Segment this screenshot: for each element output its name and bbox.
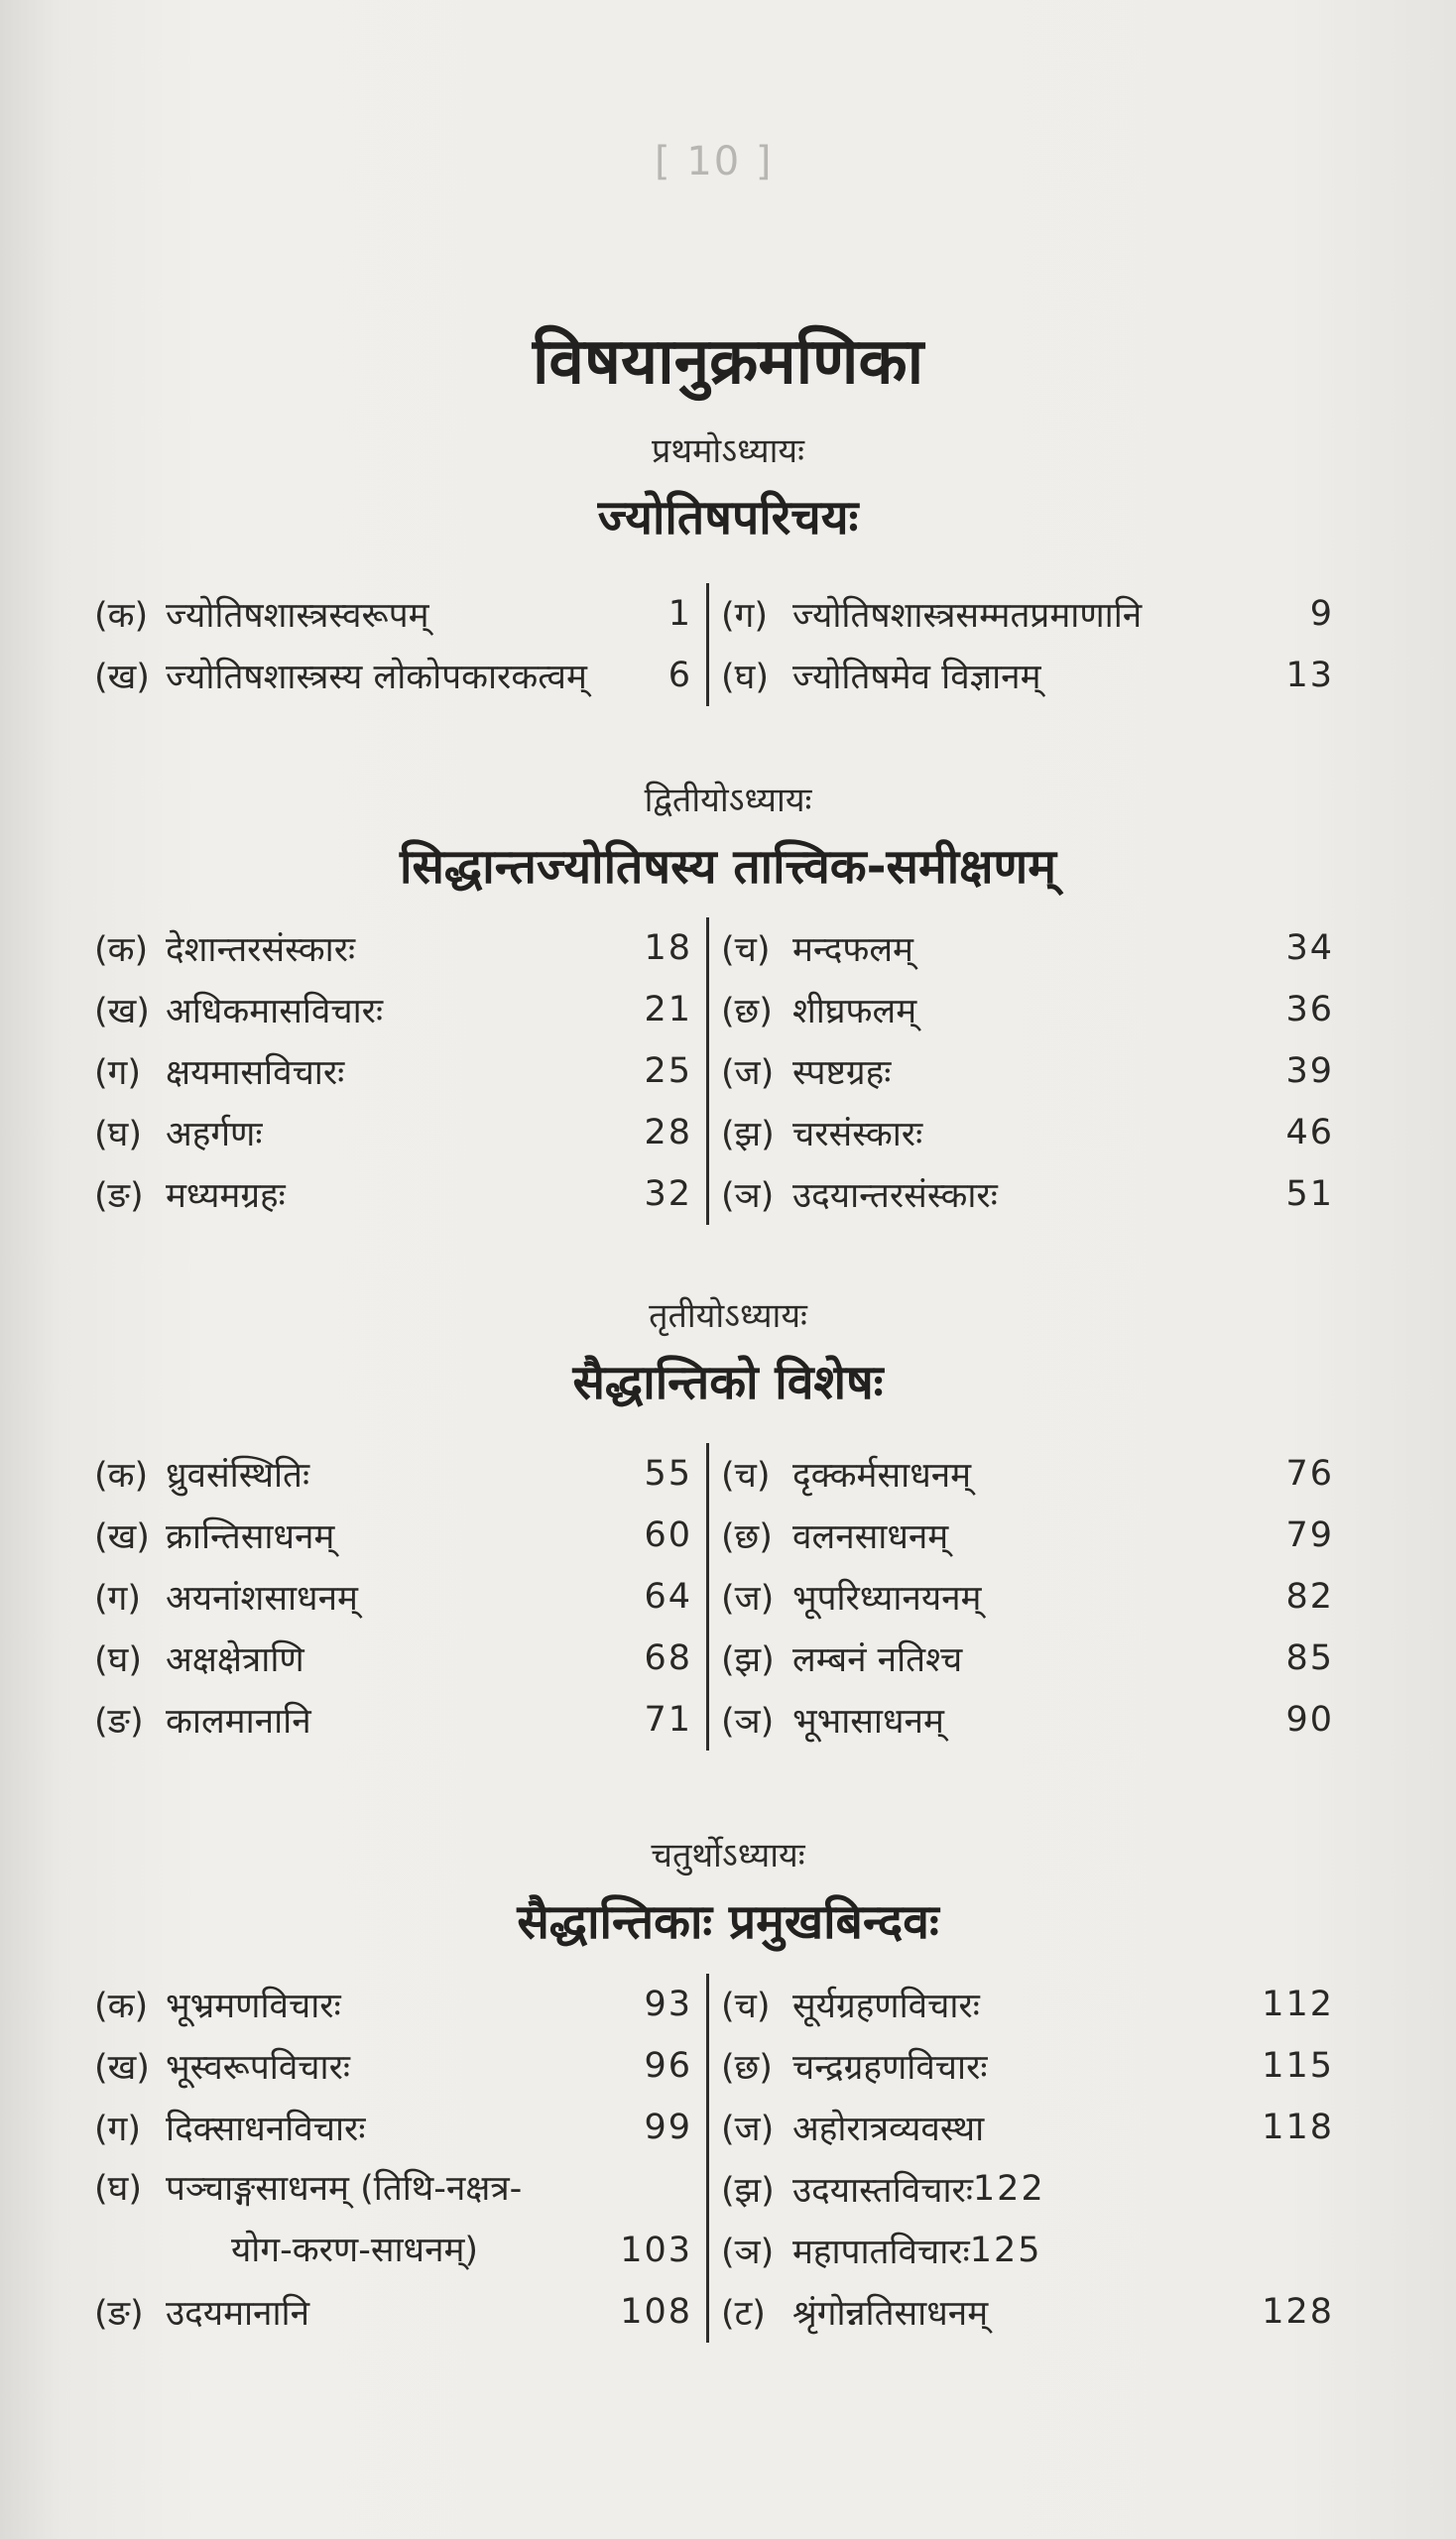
toc-row — [94, 1689, 1334, 1751]
toc-page: 55 — [644, 1454, 692, 1494]
toc-index: (च) — [721, 929, 771, 970]
toc-entry: अहोरात्रव्यवस्था — [792, 2109, 985, 2149]
toc-page: 68 — [644, 1638, 692, 1678]
toc-entry: उदयमानानि — [166, 2293, 310, 2334]
toc-index: (ञ) — [721, 2232, 775, 2272]
toc-entry: चन्द्रग्रहणविचारः — [792, 2047, 988, 2088]
toc-row — [94, 979, 1334, 1040]
toc-row — [94, 917, 1334, 979]
toc-page: 71 — [644, 1700, 692, 1740]
toc-entry: सूर्यग्रहणविचारः — [792, 1986, 980, 2026]
toc-index: (घ) — [721, 657, 769, 697]
toc-index: (क) — [94, 1455, 149, 1496]
toc-index: (छ) — [721, 991, 773, 1031]
toc-page: 125 — [969, 2231, 1042, 2270]
toc-index: (छ) — [721, 2047, 773, 2088]
toc-index: (ङ) — [94, 1701, 144, 1742]
toc-entry: चरसंस्कारः — [792, 1114, 923, 1154]
toc-row — [94, 2158, 1334, 2281]
page-title: विषयानुक्रमणिका — [532, 325, 924, 399]
toc-index: (च) — [721, 1986, 771, 2026]
toc-page: 51 — [1285, 1174, 1334, 1214]
toc-index: (झ) — [721, 2170, 775, 2211]
toc-entry: ध्रुवसंस्थितिः — [166, 1455, 310, 1496]
toc-entry: क्षयमासविचारः — [166, 1052, 345, 1093]
toc-index: (ग) — [94, 1052, 142, 1093]
toc-page: 13 — [1285, 656, 1334, 695]
chapter-label: द्वितीयोऽध्यायः — [644, 781, 812, 820]
toc-page: 46 — [1285, 1113, 1334, 1152]
toc-index: (ञ) — [721, 1175, 775, 1216]
chapter-title: ज्योतिषपरिचयः — [597, 490, 859, 545]
toc-entry: मन्दफलम् — [792, 929, 913, 970]
toc-entry: श्रृंगोन्नतिसाधनम् — [792, 2293, 989, 2334]
toc-page: 99 — [644, 2108, 692, 2147]
toc-page: 21 — [644, 990, 692, 1029]
toc-entry: ज्योतिषशास्त्रस्वरूपम् — [166, 595, 429, 636]
toc-page: 108 — [620, 2292, 692, 2332]
toc-entry: ज्योतिषमेव विज्ञानम् — [792, 657, 1041, 697]
toc-index: (झ) — [721, 1639, 775, 1680]
chapter-2-toc — [94, 917, 1334, 1225]
toc-index: (ग) — [94, 1578, 142, 1619]
toc-row — [94, 1974, 1334, 2035]
toc-entry: दृक्कर्मसाधनम् — [792, 1455, 972, 1496]
chapter-4-toc — [94, 1974, 1334, 2343]
toc-entry: देशान्तरसंस्कारः — [166, 929, 356, 970]
toc-index: (ग) — [94, 2109, 142, 2149]
toc-index: (ज) — [721, 1052, 775, 1093]
toc-row — [94, 1040, 1334, 1102]
toc-entry: वलनसाधनम् — [792, 1516, 949, 1557]
toc-row — [94, 2035, 1334, 2097]
toc-row — [94, 1163, 1334, 1225]
toc-page: 82 — [1285, 1577, 1334, 1617]
toc-entry: भूभ्रमणविचारः — [166, 1986, 341, 2026]
toc-entry: ज्योतिषशास्त्रसम्मतप्रमाणानि — [792, 595, 1143, 636]
toc-index: (क) — [94, 929, 149, 970]
toc-index: (ङ) — [94, 1175, 144, 1216]
toc-entry: शीघ्रफलम् — [792, 991, 917, 1031]
toc-entry: अक्षक्षेत्राणि — [166, 1639, 304, 1680]
toc-entry: अधिकमासविचारः — [166, 991, 384, 1031]
toc-page: 1 — [667, 594, 692, 634]
toc-index: (ज) — [721, 1578, 775, 1619]
toc-index: (क) — [94, 595, 149, 636]
toc-entry: अयनांशसाधनम् — [166, 1578, 358, 1619]
toc-page: 25 — [644, 1051, 692, 1091]
toc-page: 85 — [1285, 1638, 1334, 1678]
toc-row — [94, 2097, 1334, 2158]
toc-entry: मध्यमग्रहः — [166, 1175, 286, 1216]
toc-row — [94, 1102, 1334, 1163]
toc-page: 28 — [644, 1113, 692, 1152]
chapter-title: सैद्धान्तिकाः प्रमुखबिन्दवः — [517, 1894, 939, 1950]
toc-page: 34 — [1285, 928, 1334, 968]
toc-page: 36 — [1285, 990, 1334, 1029]
toc-entry: कालमानानि — [166, 1701, 311, 1742]
chapter-1-toc — [94, 583, 1334, 706]
toc-entry: दिक्साधनविचारः — [166, 2109, 366, 2149]
chapter-3-heading — [0, 1291, 1456, 1413]
toc-page: 115 — [1262, 2046, 1334, 2086]
toc-index: (ङ) — [94, 2293, 144, 2334]
toc-page: 60 — [644, 1515, 692, 1555]
toc-page: 76 — [1285, 1454, 1334, 1494]
toc-entry: भूभासाधनम् — [792, 1701, 944, 1742]
toc-row — [94, 1505, 1334, 1566]
toc-index: (छ) — [721, 1516, 773, 1557]
toc-entry — [166, 2158, 620, 2281]
toc-page: 32 — [644, 1174, 692, 1214]
toc-row — [94, 2281, 1334, 2343]
chapter-1-heading — [0, 426, 1456, 548]
toc-page: 96 — [644, 2046, 692, 2086]
toc-entry: भूपरिध्यानयनम् — [792, 1578, 982, 1619]
toc-page: 118 — [1262, 2108, 1334, 2147]
toc-page: 39 — [1285, 1051, 1334, 1091]
chapter-title: सैद्धान्तिको विशेषः — [572, 1355, 884, 1410]
toc-entry: उदयान्तरसंस्कारः — [792, 1175, 998, 1216]
toc-index: (ज) — [721, 2109, 775, 2149]
toc-index: (ट) — [721, 2293, 766, 2334]
toc-entry: भूस्वरूपविचारः — [166, 2047, 350, 2088]
toc-row — [94, 583, 1334, 645]
toc-page: 90 — [1285, 1700, 1334, 1740]
chapter-label: तृतीयोऽध्यायः — [649, 1296, 807, 1336]
toc-row — [94, 1628, 1334, 1689]
chapter-label: चतुर्थोऽध्यायः — [651, 1836, 805, 1875]
toc-row — [94, 1566, 1334, 1628]
toc-subrow — [721, 2220, 1042, 2281]
toc-index: (घ) — [94, 2169, 142, 2209]
chapter-title: सिद्धान्तज्योतिषस्य तात्त्विक-समीक्षणम् — [400, 839, 1056, 895]
chapter-3-toc — [94, 1443, 1334, 1751]
toc-index: (ख) — [94, 1516, 150, 1557]
toc-index: (ख) — [94, 991, 150, 1031]
page-number: [ 10 ] — [655, 139, 774, 184]
toc-page: 6 — [667, 656, 692, 695]
toc-entry: उदयास्तविचारः — [792, 2170, 973, 2211]
toc-page: 93 — [644, 1985, 692, 2024]
toc-index: (ख) — [94, 2047, 150, 2088]
toc-index: (झ) — [721, 1114, 775, 1154]
toc-entry: अहर्गणः — [166, 1114, 263, 1154]
toc-page: 128 — [1262, 2292, 1334, 2332]
toc-index: (ग) — [721, 595, 769, 636]
toc-page: 18 — [644, 928, 692, 968]
toc-index: (ञ) — [721, 1701, 775, 1742]
toc-index: (च) — [721, 1455, 771, 1496]
toc-page: 122 — [972, 2169, 1045, 2209]
toc-row — [94, 1443, 1334, 1505]
toc-subrow — [721, 2158, 1045, 2220]
chapter-4-heading — [0, 1831, 1456, 1953]
toc-entry: महापातविचारः — [792, 2232, 970, 2272]
toc-index: (घ) — [94, 1639, 142, 1680]
toc-index: (क) — [94, 1986, 149, 2026]
toc-index: (घ) — [94, 1114, 142, 1154]
toc-page: 79 — [1285, 1515, 1334, 1555]
chapter-2-heading — [0, 776, 1456, 898]
toc-entry: क्रान्तिसाधनम् — [166, 1516, 335, 1557]
toc-page: 112 — [1262, 1985, 1334, 2024]
toc-entry-line-1: पञ्चाङ्गसाधनम् (तिथि-नक्षत्र- — [166, 2169, 523, 2209]
toc-entry: स्पष्टग्रहः — [792, 1052, 892, 1093]
toc-page: 103 — [620, 2231, 692, 2270]
toc-index: (ख) — [94, 657, 150, 697]
toc-entry: लम्बनं नतिश्च — [792, 1639, 963, 1680]
toc-page: 9 — [1309, 594, 1334, 634]
toc-page: 64 — [644, 1577, 692, 1617]
chapter-label: प्रथमोऽध्यायः — [652, 431, 804, 471]
toc-entry: ज्योतिषशास्त्रस्य लोकोपकारकत्वम् — [166, 657, 587, 697]
toc-row — [94, 645, 1334, 706]
toc-entry-line-2: योग-करण-साधनम्) — [231, 2231, 479, 2270]
